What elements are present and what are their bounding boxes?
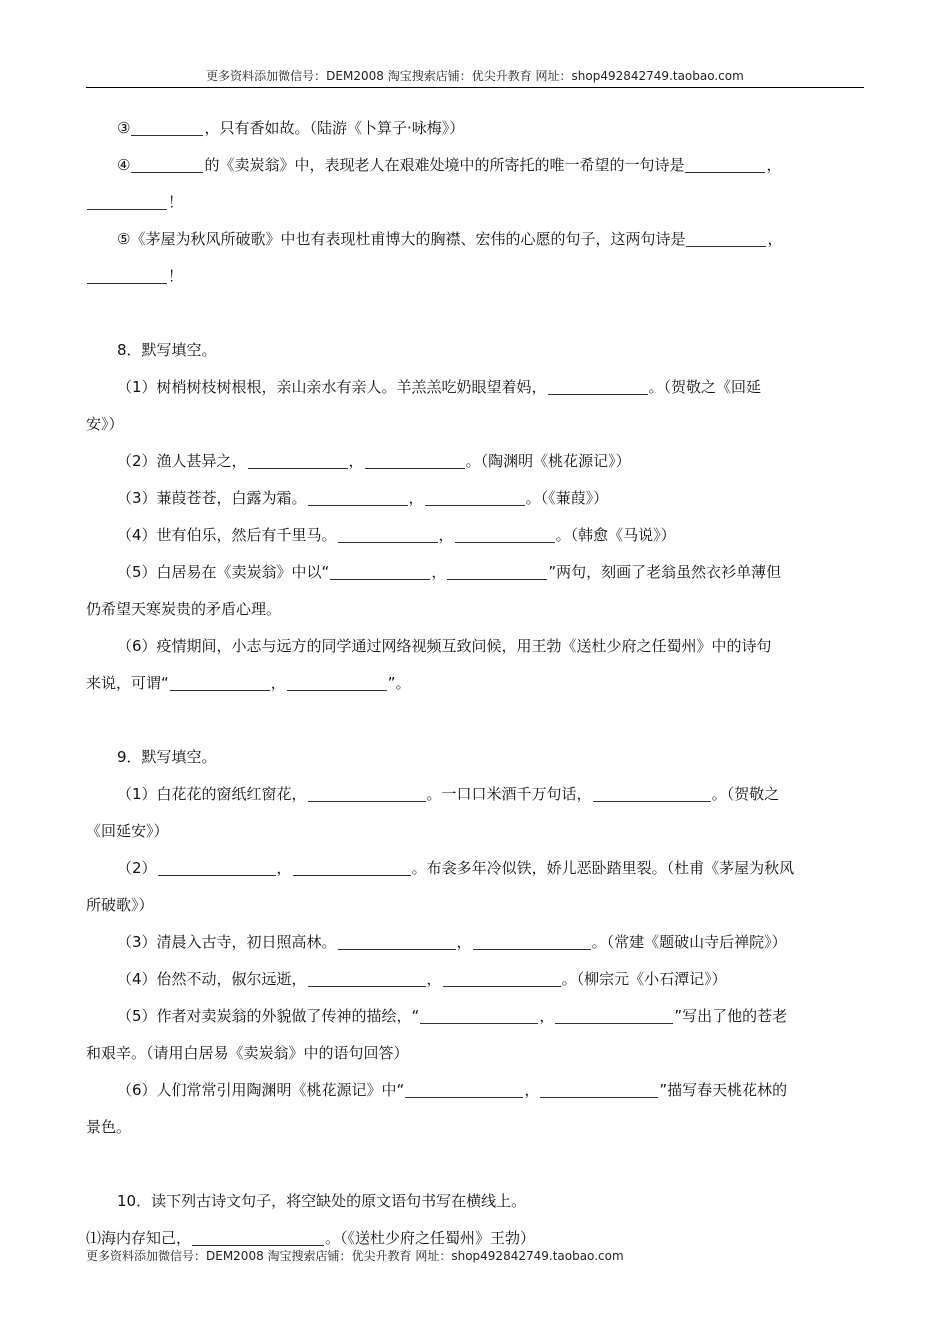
answer-blank[interactable] [548,376,648,395]
footer-text: 更多资料添加微信号：DEM2008 淘宝搜索店铺：优尖升教育 网址：shop492842749.taobao.com [86,1249,624,1263]
text: 。（《蒹葭》） [525,489,609,507]
answer-blank[interactable] [338,931,456,950]
text: ， [270,674,286,692]
text: ③ [117,119,131,137]
text: （4）佁然不动，俶尔远逝， [117,970,307,988]
answer-blank[interactable] [87,265,167,284]
header-text: 更多资料添加微信号：DEM2008 淘宝搜索店铺：优尖升教育 网址：shop492842749.taobao.com [206,69,744,83]
text: （4）世有伯乐，然后有千里马。 [117,526,337,544]
text: ！ [168,193,184,211]
text: 。（《送杜少府之任蜀州》王勃） [325,1229,536,1247]
page-footer [86,1246,886,1266]
q7-item-4-cont [86,184,852,221]
answer-blank[interactable] [330,561,430,580]
q8-item-6: （6）疫情期间，小志与远方的同学通过网络视频互致问候，用王勃《送杜少府之任蜀州》中的诗句 [117,637,772,655]
text: 。（常建《题破山寺后禅院》） [591,933,787,951]
text: ”写出了他的苍老 [674,1007,788,1025]
q7-item-5 [86,221,852,258]
answer-blank[interactable] [593,783,711,802]
text: 。一口口米酒千万句话， [426,785,592,803]
text: （6）人们常常引用陶渊明《桃花源记》中“ [117,1081,405,1099]
worksheet-content [86,110,852,1257]
text: ， [456,933,472,951]
q9-item-2-cont: 所破歌》） [86,896,154,914]
q9-item-5-cont: 和艰辛。（请用白居易《卖炭翁》中的语句回答） [86,1044,409,1062]
text: 。（柳宗元《小石潭记》） [561,970,727,988]
q9-title: 9．默写填空。 [117,748,217,766]
answer-blank[interactable] [308,487,408,506]
answer-blank[interactable] [405,1079,523,1098]
answer-blank[interactable] [455,524,555,543]
q9-item-6-cont: 景色。 [86,1118,132,1136]
answer-blank[interactable] [170,672,270,691]
answer-blank[interactable] [540,1079,658,1098]
answer-blank[interactable] [87,191,167,210]
text: ④ [117,156,131,174]
text: 。（贺敬之 [711,785,780,803]
text: ， [276,859,292,877]
text: （3）清晨入古寺，初日照高林。 [117,933,337,951]
q7-item-4 [86,147,852,184]
answer-blank[interactable] [473,931,591,950]
answer-blank[interactable] [685,154,765,173]
spacer [86,702,852,739]
text: ， [524,1081,540,1099]
q8-item-6-cont [86,665,852,702]
q8-item-5 [86,554,852,591]
text: （5）白居易在《卖炭翁》中以“ [117,563,330,581]
q9-item-3 [86,924,852,961]
text: （3）蒹葭苍苍，白露为霜。 [117,489,307,507]
text: ， [348,452,364,470]
q10-title: 10．读下列古诗文句子，将空缺处的原文语句书写在横线上。 [117,1192,527,1210]
answer-blank[interactable] [420,1005,538,1024]
text: ， [426,970,442,988]
text: （1）白花花的窗纸红窗花， [117,785,307,803]
text: ⑤《茅屋为秋风所破歌》中也有表现杜甫博大的胸襟、宏伟的心愿的句子，这两句诗是 [117,230,686,248]
answer-blank[interactable] [308,968,426,987]
q8-item-4 [86,517,852,554]
text: ，只有香如故。（陆游《卜算子·咏梅》） [204,119,465,137]
text: ， [539,1007,555,1025]
answer-blank[interactable] [287,672,387,691]
answer-blank[interactable] [338,524,438,543]
q8-item-1-cont: 安》） [86,415,124,433]
answer-blank[interactable] [293,857,411,876]
answer-blank[interactable] [443,968,561,987]
spacer [86,1146,852,1183]
q9-item-4 [86,961,852,998]
q9-item-1 [86,776,852,813]
text: （1）树梢树枝树根根，亲山亲水有亲人。羊羔羔吃奶眼望着妈， [117,378,547,396]
text: （2） [117,859,157,877]
q9-item-1-cont: 《回延安》） [86,822,169,840]
text: ”描写春天桃花林的 [659,1081,788,1099]
q8-item-3 [86,480,852,517]
text: ， [767,230,783,248]
text: ”。 [387,674,411,692]
text: ”两句，刻画了老翁虽然衣衫单薄但 [548,563,782,581]
answer-blank[interactable] [425,487,525,506]
text: 的《卖炭翁》中，表现老人在艰难处境中的所寄托的唯一希望的一句诗是 [204,156,685,174]
text: ， [766,156,782,174]
text: （5）作者对卖炭翁的外貌做了传神的描绘，“ [117,1007,420,1025]
q8-item-5-cont: 仍希望天寒炭贵的矛盾心理。 [86,600,282,618]
answer-blank[interactable] [447,561,547,580]
answer-blank[interactable] [248,450,348,469]
answer-blank[interactable] [365,450,465,469]
text: 来说，可谓“ [86,674,169,692]
page-header [86,66,864,88]
text: ！ [168,267,184,285]
q9-item-6 [86,1072,852,1109]
text: ， [438,526,454,544]
answer-blank[interactable] [555,1005,673,1024]
text: ， [431,563,447,581]
text: （2）渔人甚异之， [117,452,247,470]
q7-item-5-cont [86,258,852,295]
q8-title: 8．默写填空。 [117,341,217,359]
q7-item-3 [86,110,852,147]
q8-item-1 [86,369,852,406]
text: 。（贺敬之《回延 [648,378,762,396]
answer-blank[interactable] [131,117,203,136]
answer-blank[interactable] [131,154,203,173]
spacer [86,295,852,332]
answer-blank[interactable] [192,1227,324,1246]
text: 。（陶渊明《桃花源记》） [465,452,631,470]
text: 。（韩愈《马说》） [555,526,676,544]
answer-blank[interactable] [158,857,276,876]
text: 。布衾多年冷似铁，娇儿恶卧踏里裂。（杜甫《茅屋为秋风 [411,859,795,877]
answer-blank[interactable] [686,228,766,247]
text: ， [408,489,424,507]
text: ⑴海内存知己， [86,1229,192,1247]
q9-item-2 [86,850,852,887]
q8-item-2 [86,443,852,480]
q9-item-5 [86,998,852,1035]
answer-blank[interactable] [308,783,426,802]
